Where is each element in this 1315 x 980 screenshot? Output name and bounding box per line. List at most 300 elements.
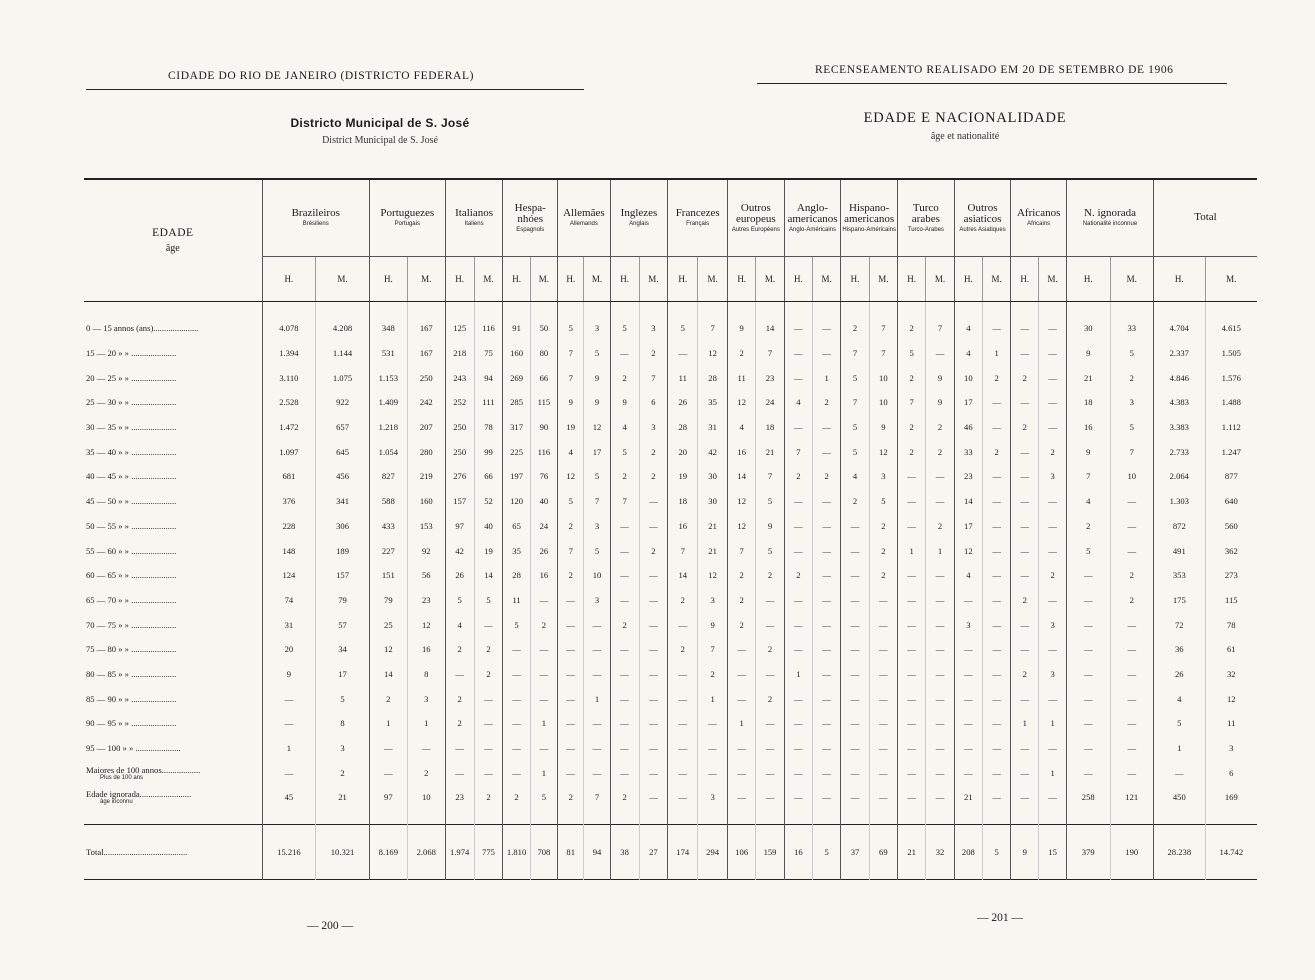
value-cell: 12 <box>1205 686 1257 711</box>
value-cell: — <box>869 736 897 761</box>
value-cell: 7 <box>784 439 812 464</box>
value-cell: — <box>503 637 530 662</box>
value-cell: 25 <box>369 612 407 637</box>
value-cell: 167 <box>407 316 445 341</box>
value-cell: 7 <box>756 341 784 366</box>
value-cell: 99 <box>474 439 503 464</box>
value-cell: 657 <box>316 415 370 440</box>
value-cell: 120 <box>503 489 530 514</box>
value-cell: — <box>369 736 407 761</box>
value-cell: 3 <box>584 514 610 539</box>
value-cell: 1.974 <box>445 824 474 879</box>
spacer-cell <box>784 302 812 317</box>
value-cell: 9 <box>558 390 584 415</box>
value-cell: 2 <box>983 365 1011 390</box>
value-cell: 2.068 <box>407 824 445 879</box>
value-cell: 1.075 <box>316 365 370 390</box>
value-cell: — <box>530 686 557 711</box>
value-cell: 6 <box>1205 760 1257 785</box>
value-cell: 2 <box>1110 365 1154 390</box>
value-cell: 2 <box>698 662 728 687</box>
value-cell: 75 <box>474 341 503 366</box>
row-label-main: 85 — 90 » » ..................... <box>86 693 177 704</box>
row-label-main: 70 — 75 » » ..................... <box>86 619 177 630</box>
value-cell: 2 <box>898 415 926 440</box>
value-cell: 116 <box>474 316 503 341</box>
value-cell: 225 <box>503 439 530 464</box>
value-cell: 1.488 <box>1205 390 1257 415</box>
value-cell: — <box>668 341 698 366</box>
value-cell: — <box>1011 489 1039 514</box>
value-cell: — <box>983 612 1011 637</box>
value-cell: — <box>558 736 584 761</box>
value-cell: 5 <box>584 538 610 563</box>
value-cell: 45 <box>262 785 316 810</box>
row-label <box>84 637 262 662</box>
value-cell: — <box>841 514 869 539</box>
value-cell: 57 <box>316 612 370 637</box>
value-cell: 1 <box>584 686 610 711</box>
value-cell: 1.505 <box>1205 341 1257 366</box>
value-cell: 20 <box>668 439 698 464</box>
value-cell: 15 <box>1039 824 1067 879</box>
row-label <box>84 489 262 514</box>
value-cell: 7 <box>728 538 756 563</box>
value-cell: 2 <box>369 686 407 711</box>
value-cell: — <box>926 785 954 810</box>
value-cell: 9 <box>584 390 610 415</box>
spacer-cell <box>639 302 668 317</box>
value-cell: 17 <box>316 662 370 687</box>
group-sub: Turco-Arabes <box>907 226 944 233</box>
value-cell: 9 <box>610 390 639 415</box>
value-cell: 30 <box>698 489 728 514</box>
group-sub: Espagnols <box>516 226 545 233</box>
value-cell: — <box>813 612 841 637</box>
value-cell: 27 <box>639 824 668 879</box>
value-cell: 26 <box>530 538 557 563</box>
value-cell: 14.742 <box>1205 824 1257 879</box>
value-cell: 52 <box>474 489 503 514</box>
value-cell: 2 <box>841 316 869 341</box>
value-cell: 7 <box>698 637 728 662</box>
value-cell: 2 <box>1039 439 1067 464</box>
value-cell: 4 <box>610 415 639 440</box>
spacer-cell <box>610 810 639 825</box>
value-cell: — <box>1011 341 1039 366</box>
value-cell: 242 <box>407 390 445 415</box>
sex-header-m: M. <box>926 257 954 302</box>
value-cell: 42 <box>445 538 474 563</box>
spacer-cell <box>756 302 784 317</box>
row-label <box>84 341 262 366</box>
value-cell: 80 <box>530 341 557 366</box>
value-cell: — <box>1039 736 1067 761</box>
value-cell: 116 <box>530 439 557 464</box>
value-cell: 450 <box>1154 785 1206 810</box>
value-cell: — <box>1154 760 1206 785</box>
value-cell: 5 <box>983 824 1011 879</box>
value-cell: 32 <box>926 824 954 879</box>
spacer-cell <box>1011 810 1039 825</box>
spacer-cell <box>474 302 503 317</box>
value-cell: 5 <box>503 612 530 637</box>
value-cell: 35 <box>698 390 728 415</box>
value-cell: — <box>841 637 869 662</box>
group-sub: Nationalité inconnue <box>1082 221 1138 227</box>
row-label <box>84 538 262 563</box>
value-cell: 276 <box>445 464 474 489</box>
value-cell: — <box>926 341 954 366</box>
group-sub: Italiens <box>464 221 484 227</box>
value-cell: — <box>558 612 584 637</box>
value-cell: 306 <box>316 514 370 539</box>
spacer-cell <box>407 302 445 317</box>
value-cell: 560 <box>1205 514 1257 539</box>
sex-header-m: M. <box>1205 257 1257 302</box>
value-cell: — <box>1039 365 1067 390</box>
value-cell: — <box>954 686 982 711</box>
value-cell: 4 <box>841 464 869 489</box>
value-cell: 160 <box>407 489 445 514</box>
value-cell: — <box>784 785 812 810</box>
value-cell: 65 <box>503 514 530 539</box>
value-cell: — <box>1067 637 1111 662</box>
group-name: Outros asiaticos <box>963 201 1002 225</box>
value-cell: 23 <box>756 365 784 390</box>
value-cell: — <box>983 637 1011 662</box>
value-cell: — <box>1067 563 1111 588</box>
spacer-cell <box>1067 810 1111 825</box>
value-cell: 2 <box>756 637 784 662</box>
value-cell: 38 <box>610 824 639 879</box>
value-cell: 1.153 <box>369 365 407 390</box>
value-cell: — <box>639 785 668 810</box>
page-number-left: — 200 — <box>307 920 353 932</box>
value-cell: 3 <box>869 464 897 489</box>
value-cell: 9 <box>728 316 756 341</box>
sex-header-m: M. <box>1039 257 1067 302</box>
value-cell: — <box>1039 785 1067 810</box>
value-cell: 269 <box>503 365 530 390</box>
row-label-main: Total....................................... <box>86 846 188 857</box>
spacer-cell <box>698 302 728 317</box>
group-sub: Anglais <box>629 221 649 227</box>
value-cell: 7 <box>1067 464 1111 489</box>
section-title: EDADE E NACIONALIDADE <box>863 110 1067 126</box>
value-cell: 376 <box>262 489 316 514</box>
value-cell: — <box>584 711 610 736</box>
spacer-cell <box>610 302 639 317</box>
spacer-cell <box>1154 810 1206 825</box>
value-cell: — <box>841 563 869 588</box>
value-cell: 1 <box>813 365 841 390</box>
value-cell: — <box>1039 538 1067 563</box>
value-cell: 243 <box>445 365 474 390</box>
value-cell: 294 <box>698 824 728 879</box>
value-cell: — <box>784 711 812 736</box>
value-cell: 2 <box>407 760 445 785</box>
value-cell: — <box>954 637 982 662</box>
value-cell: — <box>610 736 639 761</box>
sex-header-m: M. <box>316 257 370 302</box>
value-cell: 46 <box>954 415 982 440</box>
value-cell: — <box>756 662 784 687</box>
sex-header-m: M. <box>698 257 728 302</box>
value-cell: 33 <box>954 439 982 464</box>
value-cell: 69 <box>869 824 897 879</box>
value-cell: 10 <box>407 785 445 810</box>
row-label-main: 20 — 25 » » ..................... <box>86 372 177 383</box>
value-cell: — <box>639 612 668 637</box>
value-cell: — <box>728 686 756 711</box>
spacer-cell <box>1039 302 1067 317</box>
value-cell: 97 <box>445 514 474 539</box>
value-cell: — <box>610 686 639 711</box>
spacer-cell <box>813 810 841 825</box>
table-row <box>84 514 1257 539</box>
row-label-main: 35 — 40 » » ..................... <box>86 446 177 457</box>
spacer-cell <box>756 810 784 825</box>
value-cell: 66 <box>474 464 503 489</box>
value-cell: 922 <box>316 390 370 415</box>
value-cell: 157 <box>445 489 474 514</box>
value-cell: 2 <box>728 341 756 366</box>
value-cell: 4.078 <box>262 316 316 341</box>
value-cell: 12 <box>728 489 756 514</box>
value-cell: — <box>898 662 926 687</box>
value-cell: — <box>898 686 926 711</box>
value-cell: 5 <box>1110 415 1154 440</box>
value-cell: 78 <box>1205 612 1257 637</box>
value-cell: 12 <box>728 514 756 539</box>
group-name: Hespa-nhóes <box>514 201 546 225</box>
value-cell: — <box>784 588 812 613</box>
value-cell: 5 <box>610 316 639 341</box>
value-cell: — <box>1011 316 1039 341</box>
row-label <box>84 390 262 415</box>
spacer-cell <box>841 302 869 317</box>
value-cell: 8 <box>407 662 445 687</box>
value-cell: 42 <box>698 439 728 464</box>
value-cell: 94 <box>474 365 503 390</box>
value-cell: — <box>954 662 982 687</box>
value-cell: — <box>639 563 668 588</box>
value-cell: — <box>503 736 530 761</box>
value-cell: 280 <box>407 439 445 464</box>
spacer-row <box>84 302 1257 317</box>
value-cell: 5 <box>841 415 869 440</box>
value-cell: 2 <box>558 785 584 810</box>
value-cell: — <box>445 760 474 785</box>
value-cell: 1 <box>983 341 1011 366</box>
value-cell: 5 <box>558 316 584 341</box>
table-row <box>84 686 1257 711</box>
value-cell: — <box>1067 588 1111 613</box>
row-label <box>84 612 262 637</box>
value-cell: 775 <box>474 824 503 879</box>
row-label <box>84 824 262 879</box>
value-cell: — <box>813 439 841 464</box>
value-cell: 2 <box>1011 415 1039 440</box>
value-cell: — <box>869 662 897 687</box>
table-row <box>84 736 1257 761</box>
value-cell: 2 <box>474 662 503 687</box>
value-cell: 14 <box>474 563 503 588</box>
value-cell: 90 <box>530 415 557 440</box>
value-cell: 11 <box>728 365 756 390</box>
value-cell: 1 <box>1039 711 1067 736</box>
value-cell: 4.704 <box>1154 316 1206 341</box>
section-subtitle: âge et nationalité <box>930 131 1000 142</box>
value-cell: — <box>610 662 639 687</box>
value-cell: 2 <box>1110 563 1154 588</box>
value-cell: — <box>503 686 530 711</box>
spacer-cell <box>316 302 370 317</box>
value-cell: — <box>841 662 869 687</box>
group-name: Anglo-americanos <box>787 201 838 225</box>
value-cell: 174 <box>668 824 698 879</box>
value-cell: — <box>784 760 812 785</box>
value-cell: 2.733 <box>1154 439 1206 464</box>
value-cell: — <box>926 637 954 662</box>
value-cell: 1.247 <box>1205 439 1257 464</box>
value-cell: 3 <box>639 316 668 341</box>
value-cell: 1 <box>1011 711 1039 736</box>
value-cell: 2 <box>1011 662 1039 687</box>
value-cell: — <box>558 588 584 613</box>
value-cell: — <box>784 489 812 514</box>
value-cell: — <box>756 760 784 785</box>
value-cell: — <box>898 711 926 736</box>
value-cell: 4 <box>445 612 474 637</box>
group-header <box>1067 179 1154 257</box>
spacer-cell <box>503 302 530 317</box>
group-name: Hispano-americanos <box>844 201 895 225</box>
value-cell: — <box>610 588 639 613</box>
value-cell: 14 <box>954 489 982 514</box>
value-cell: 2 <box>728 563 756 588</box>
value-cell: 21 <box>698 514 728 539</box>
value-cell: 1.472 <box>262 415 316 440</box>
value-cell: 2 <box>503 785 530 810</box>
value-cell: 175 <box>1154 588 1206 613</box>
value-cell: 1 <box>369 711 407 736</box>
value-cell: 35 <box>503 538 530 563</box>
value-cell: 19 <box>558 415 584 440</box>
spacer-cell <box>668 810 698 825</box>
value-cell: — <box>1011 390 1039 415</box>
value-cell: 12 <box>728 390 756 415</box>
value-cell: 2 <box>1067 514 1111 539</box>
value-cell: — <box>1110 514 1154 539</box>
value-cell: — <box>784 686 812 711</box>
value-cell: 2 <box>639 538 668 563</box>
value-cell: — <box>756 785 784 810</box>
value-cell: — <box>503 662 530 687</box>
sex-header-m: M. <box>1110 257 1154 302</box>
spacer-cell <box>1011 302 1039 317</box>
group-sub: Autres Asiatiques <box>959 226 1006 233</box>
spacer-cell <box>1154 302 1206 317</box>
spacer-cell <box>262 810 316 825</box>
value-cell: 4 <box>954 316 982 341</box>
value-cell: 708 <box>530 824 557 879</box>
value-cell: — <box>610 538 639 563</box>
value-cell: 5 <box>445 588 474 613</box>
group-sub: Portugais <box>394 221 420 227</box>
group-header <box>954 179 1011 257</box>
row-label <box>84 464 262 489</box>
value-cell: — <box>926 760 954 785</box>
value-cell: 18 <box>1067 390 1111 415</box>
row-label <box>84 365 262 390</box>
value-cell: 7 <box>926 316 954 341</box>
spacer-cell <box>983 302 1011 317</box>
value-cell: 24 <box>530 514 557 539</box>
value-cell: — <box>926 464 954 489</box>
value-cell: — <box>1039 316 1067 341</box>
value-cell: 12 <box>369 637 407 662</box>
sex-header-m: M. <box>474 257 503 302</box>
value-cell: — <box>813 760 841 785</box>
nationality-header-row <box>84 179 1257 257</box>
value-cell: 5 <box>584 341 610 366</box>
value-cell: — <box>610 637 639 662</box>
value-cell: 1 <box>784 662 812 687</box>
value-cell: — <box>610 563 639 588</box>
value-cell: — <box>369 760 407 785</box>
value-cell: — <box>668 760 698 785</box>
value-cell: 1.576 <box>1205 365 1257 390</box>
value-cell: — <box>728 736 756 761</box>
sex-header-h: H. <box>262 257 316 302</box>
spacer-cell <box>445 810 474 825</box>
value-cell: 74 <box>262 588 316 613</box>
group-name: Italianos <box>455 207 494 219</box>
value-cell: — <box>954 736 982 761</box>
spacer-cell <box>369 302 407 317</box>
value-cell: 2 <box>530 612 557 637</box>
value-cell: 10 <box>954 365 982 390</box>
value-cell: — <box>784 538 812 563</box>
value-cell: 640 <box>1205 489 1257 514</box>
value-cell: 167 <box>407 341 445 366</box>
value-cell: — <box>983 711 1011 736</box>
value-cell: — <box>530 736 557 761</box>
value-cell: 9 <box>926 365 954 390</box>
sex-header-h: H. <box>503 257 530 302</box>
value-cell: — <box>784 341 812 366</box>
value-cell: 7 <box>898 390 926 415</box>
value-cell: — <box>1011 538 1039 563</box>
value-cell: 252 <box>445 390 474 415</box>
value-cell: — <box>869 686 897 711</box>
value-cell: — <box>639 588 668 613</box>
value-cell: — <box>668 686 698 711</box>
value-cell: 1 <box>262 736 316 761</box>
spacer-cell <box>316 810 370 825</box>
value-cell: 5 <box>668 316 698 341</box>
value-cell: 2 <box>610 365 639 390</box>
value-cell: — <box>983 736 1011 761</box>
value-cell: — <box>983 538 1011 563</box>
value-cell: 23 <box>954 464 982 489</box>
group-header <box>262 179 369 257</box>
value-cell: — <box>262 686 316 711</box>
group-header <box>668 179 728 257</box>
group-header <box>369 179 445 257</box>
